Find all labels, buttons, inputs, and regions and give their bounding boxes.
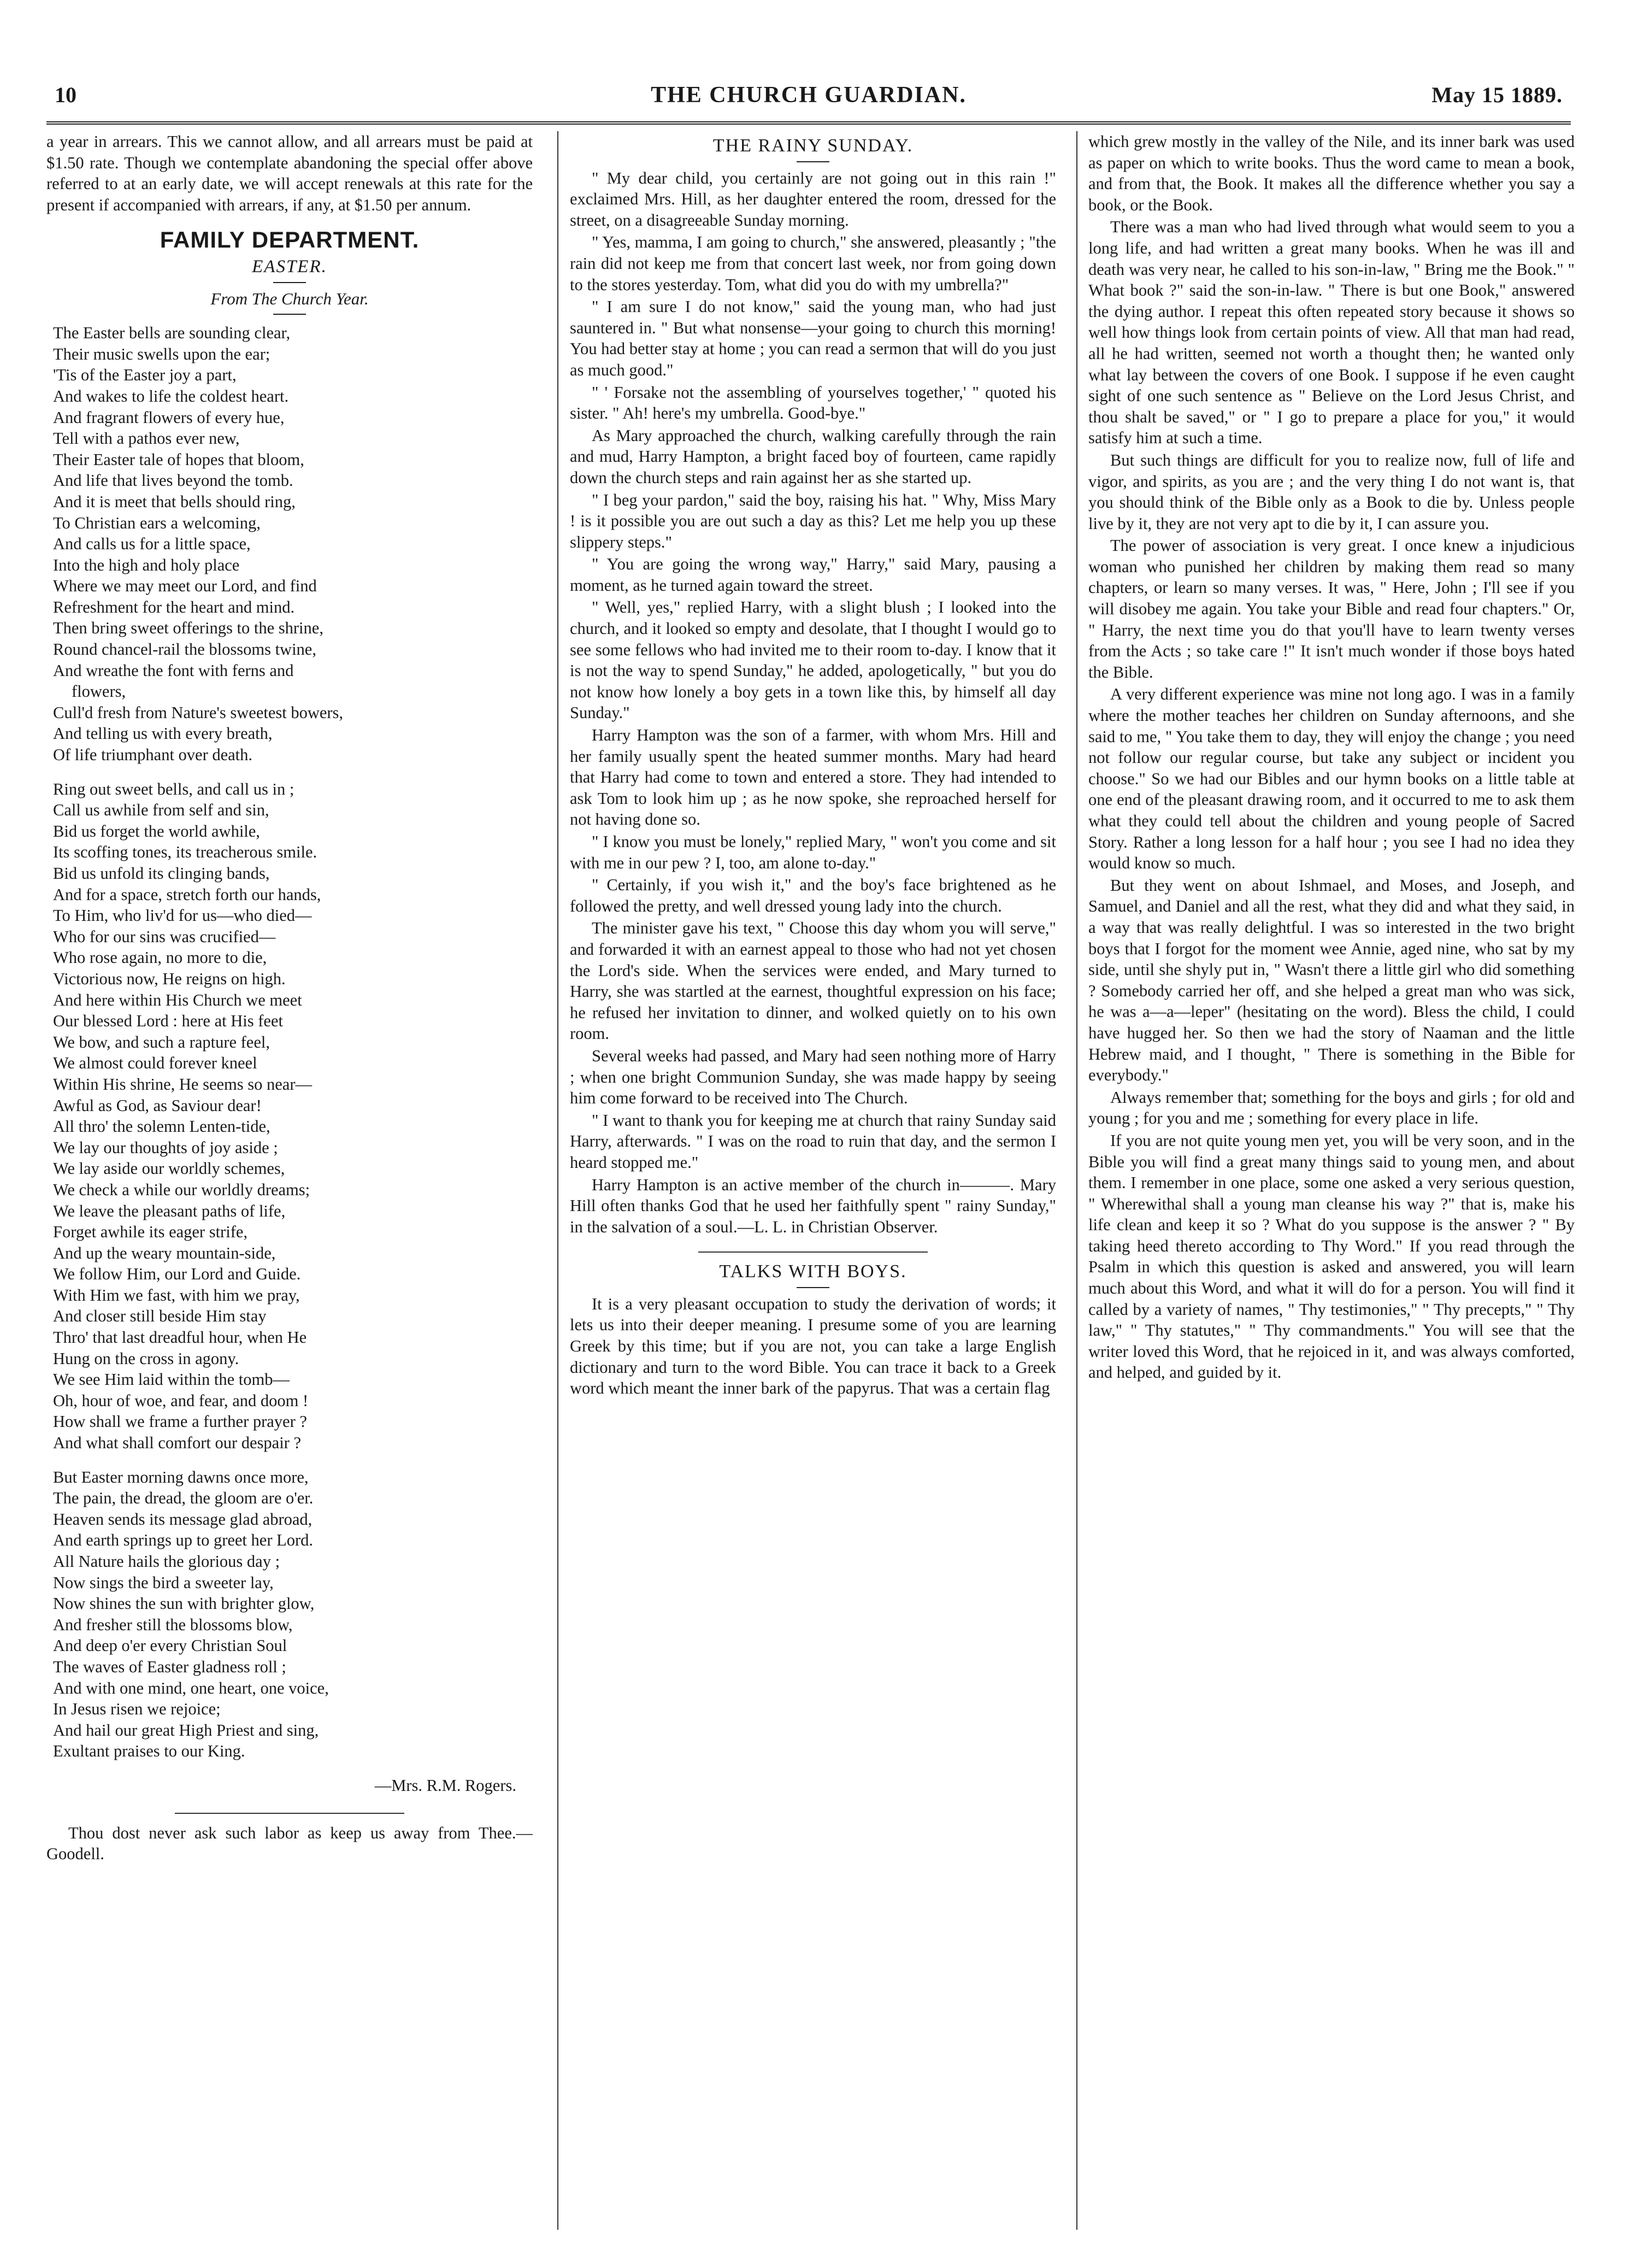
article-title: TALKS WITH BOYS. bbox=[719, 1261, 907, 1282]
poem-line: We leave the pleasant paths of life, bbox=[53, 1201, 286, 1220]
paragraph: which grew mostly in the valley of the Nile, and its inner bark was used as paper on which to write books. Thus the word came to mean a book, and from that, the Book. It makes all the difference whether you say a book, or the Book. bbox=[1088, 132, 1575, 214]
poem-line: With Him we fast, with him we pray, bbox=[53, 1285, 300, 1305]
poem-stanza bbox=[53, 1467, 533, 1762]
poem-line: And fragrant flowers of every hue, bbox=[53, 408, 285, 427]
poem-line: flowers, bbox=[72, 682, 126, 701]
paragraph: " I am sure I do not know," said the young man, who had just sauntered in. " But what nonsense—your going to church this morning! You had better stay at home ; you can read a sermon that will do you just as much good." bbox=[570, 297, 1056, 379]
poem-line: How shall we frame a further prayer ? bbox=[53, 1412, 307, 1431]
poem-line: And life that lives beyond the tomb. bbox=[53, 471, 293, 490]
poem-line: Then bring sweet offerings to the shrine, bbox=[53, 619, 323, 638]
poem-line: The pain, the dread, the gloom are o'er. bbox=[53, 1489, 314, 1508]
closing-quote: Thou dost never ask such labor as keep us away from Thee.—Goodell. bbox=[46, 1823, 533, 1864]
poem-line: And deep o'er every Christian Soul bbox=[53, 1636, 287, 1655]
poem-stanza bbox=[53, 779, 533, 1454]
paragraph: " I know you must be lonely," replied Mary, " won't you come and sit with me in our pew ? I, too, am alone to-day." bbox=[570, 832, 1056, 872]
poem-line: To Christian ears a welcoming, bbox=[53, 513, 261, 532]
poem-stanza bbox=[53, 322, 533, 765]
poem-line: Our blessed Lord : here at His feet bbox=[53, 1012, 283, 1031]
title-rule bbox=[273, 314, 306, 315]
poem-line: Their music swells upon the ear; bbox=[53, 344, 270, 363]
poem-line: We lay aside our worldly schemes, bbox=[53, 1159, 285, 1178]
poem-line: Bid us unfold its clinging bands, bbox=[53, 864, 270, 883]
poem-line: Tell with a pathos ever new, bbox=[53, 429, 240, 448]
issue-date: May 15 1889. bbox=[1431, 83, 1563, 107]
poem-line: Now sings the bird a sweeter lay, bbox=[53, 1573, 274, 1592]
poem-line: And wakes to life the coldest heart. bbox=[53, 386, 289, 406]
poem-line: The waves of Easter gladness roll ; bbox=[53, 1657, 286, 1676]
poem-line: And fresher still the blossoms blow, bbox=[53, 1615, 293, 1634]
poem-line: All thro' the solemn Lenten-tide, bbox=[53, 1117, 270, 1136]
paragraph: " Well, yes," replied Harry, with a slight blush ; I looked into the church, and it looked so empty and desolate, that I thought I would go to see some fellows who had invited me to their room to-day. I know that it is not the way to spend Sunday," he added, apologetically, " but you do not know how lonely a boy gets in a town like this, by himself all day Sunday." bbox=[570, 598, 1056, 722]
paragraph: " You are going the wrong way," Harry," said Mary, pausing a moment, as he turned again toward the street. bbox=[570, 555, 1056, 595]
poem-line: And closer still beside Him stay bbox=[53, 1307, 267, 1326]
poem-line: Thro' that last dreadful hour, when He bbox=[53, 1328, 307, 1347]
separator-rule bbox=[698, 1251, 928, 1253]
separator-rule bbox=[175, 1813, 404, 1814]
poem-line: And here within His Church we meet bbox=[53, 990, 302, 1009]
page-number: 10 bbox=[55, 83, 76, 107]
article-body bbox=[570, 168, 1056, 1238]
poem bbox=[53, 322, 533, 1762]
poem-line: And it is meet that bells should ring, bbox=[53, 492, 296, 511]
poem-line: We see Him laid within the tomb— bbox=[53, 1370, 290, 1389]
poem-line: Who rose again, no more to die, bbox=[53, 948, 267, 967]
article-body bbox=[1088, 131, 1575, 1383]
poem-line: And earth springs up to greet her Lord. bbox=[53, 1531, 314, 1550]
poem-line: We lay our thoughts of joy aside ; bbox=[53, 1138, 278, 1157]
newspaper-title: THE CHURCH GUARDIAN. bbox=[651, 83, 967, 108]
poem-source: From The Church Year. bbox=[210, 289, 369, 308]
paragraph: The power of association is very great. I once knew a injudicious woman who punished her children by making them read so many chapters, or learn so many verses. It was, " Here, John ; I'll see if you will disobey me again. You take your Bible and read four chapters." Or, " Harry, the next time you do that you'll have to learn twenty verses from the Acts ; so take care !" It isn't much wonder if those boys hated the Bible. bbox=[1088, 536, 1575, 681]
poem-line: In Jesus risen we rejoice; bbox=[53, 1700, 221, 1719]
poem-line: Into the high and holy place bbox=[53, 555, 240, 574]
paragraph: But they went on about Ishmael, and Moses, and Joseph, and Samuel, and Daniel and all the rest, what they did and what they said, in a way that was really delightful. I was so interested in the two bright boys that I forgot for the moment wee Annie, aged nine, who sat by my side, until she shyly put in, " Wasn't there a little girl who did something ? Somebody carried her off, and she helped a great man who was sick, he was a—a—leper" (hesitating on the word). Bless the child, I could have hugged her. So then we had the story of Naaman and the little Hebrew maid, and I thought, " There is something in the Bible for everybody." bbox=[1088, 876, 1575, 1085]
poem-line: Round chancel-rail the blossoms twine, bbox=[53, 640, 316, 659]
paragraph: There was a man who had lived through what would seem to you a long life, and had written a great many books. When he was ill and death was very near, he called to his son-in-law, " Bring me the Book." " What book ?" said the son-in-law. " There is but one Book," answered the dying author. I repeat this often repeated story because it shows so well how things look from certain points of view. All that man had read, all he had written, seemed not worth a thought then; he wanted only what lay between the covers of one Book. I suppose if he even caught sight of one such sentence as " Believe on the Lord Jesus Christ, and thou shalt be saved," or " I go to prepare a place for you," it would satisfy him at such a time. bbox=[1088, 218, 1575, 448]
poem-line: Refreshment for the heart and mind. bbox=[53, 597, 295, 616]
paragraph: As Mary approached the church, walking carefully through the rain and mud, Harry Hampton, a bright faced boy of fourteen, came rapidly down the church steps and rain against her as she started up. bbox=[570, 426, 1056, 487]
poem-line: To Him, who liv'd for us—who died— bbox=[53, 906, 312, 925]
paragraph: " My dear child, you certainly are not going out in this rain !" exclaimed Mrs. Hill, as her daughter entered the room, dressed for the street, on a disagreeable Sunday morning. bbox=[570, 168, 1056, 230]
poem-line: Oh, hour of woe, and fear, and doom ! bbox=[53, 1391, 309, 1410]
poem-line: Where we may meet our Lord, and find bbox=[53, 577, 317, 596]
poem-title: EASTER. bbox=[252, 256, 327, 277]
poem-line: But Easter morning dawns once more, bbox=[53, 1467, 309, 1486]
paragraph: Harry Hampton was the son of a farmer, with whom Mrs. Hill and her family usually spent the heated summer months. Mary had heard that Harry had come to town and entered a store. They had intended to ask Tom to look him up ; as he now spoke, she reproached herself for not having done so. bbox=[570, 726, 1056, 829]
column-divider bbox=[1076, 131, 1077, 2230]
title-rule bbox=[797, 1287, 829, 1288]
paragraph: Several weeks had passed, and Mary had seen nothing more of Harry ; when one bright Communion Sunday, she was made happy by seeing him come forward to be received into The Church. bbox=[570, 1046, 1056, 1108]
poem-line: Forget awhile its eager strife, bbox=[53, 1223, 248, 1242]
paragraph: But such things are difficult for you to realize now, full of life and vigor, and spirits, as you are ; and the very thing I do not want is, that you should think of the Bible only as a Book to die by. Unless people live by it, they are not very apt to die by it, I can assure you. bbox=[1088, 450, 1575, 533]
poem-line: Bid us forget the world awhile, bbox=[53, 821, 260, 841]
poem-line: Who for our sins was crucified— bbox=[53, 927, 276, 946]
poem-line: Now shines the sun with brighter glow, bbox=[53, 1594, 315, 1613]
poem-line: And for a space, stretch forth our hands, bbox=[53, 885, 321, 904]
poem-line: And up the weary mountain-side, bbox=[53, 1243, 276, 1262]
poem-line: We check a while our worldly dreams; bbox=[53, 1180, 310, 1199]
poem-line: We follow Him, our Lord and Guide. bbox=[53, 1265, 301, 1284]
poem-line: We bow, and such a rapture feel, bbox=[53, 1032, 270, 1051]
poem-line: 'Tis of the Easter joy a part, bbox=[53, 366, 237, 385]
subscription-notice: a year in arrears. This we cannot allow, and all arrears must be paid at $1.50 rate. Though we contemplate abandoning the special offer above referred to at an early date, we will accept renewals at this rate for the present if accompanied with arrears, if any, at $1.50 per annum. bbox=[46, 132, 533, 214]
column-2 bbox=[570, 131, 1056, 2230]
poem-line: Heaven sends its message glad abroad, bbox=[53, 1509, 313, 1529]
paragraph: " I want to thank you for keeping me at church that rainy Sunday said Harry, afterwards. " I was on the road to ruin that day, and the sermon I heard stopped me." bbox=[570, 1111, 1056, 1172]
poem-line: Of life triumphant over death. bbox=[53, 745, 253, 765]
poem-line: Their Easter tale of hopes that bloom, bbox=[53, 450, 304, 469]
poem-line: Awful as God, as Saviour dear! bbox=[53, 1096, 262, 1115]
column-3 bbox=[1088, 131, 1575, 2230]
title-rule bbox=[273, 282, 306, 283]
paragraph: " I beg your pardon," said the boy, raising his hat. " Why, Miss Mary ! is it possible you are out such a day as this? Let me help you up these slippery steps." bbox=[570, 490, 1056, 551]
paragraph: A very different experience was mine not long ago. I was in a family where the mother teaches her children on Sunday afternoons, and she said to me, " You take them to day, they will enjoy the change ; you need not follow our regular course, but take any subject or incident you choose." So we had our Bibles and our hymn books on a little table at one end of the pleasant drawing room, and it occurred to me to ask them what they could tell about the children and young people of Sacred Story. Rather a long lesson for a half hour ; you see I had no idea they would know so much. bbox=[1088, 685, 1575, 873]
poem-line: Cull'd fresh from Nature's sweetest bowers, bbox=[53, 703, 344, 722]
poem-line: Victorious now, He reigns on high. bbox=[53, 969, 286, 988]
poem-line: And calls us for a little space, bbox=[53, 534, 251, 554]
article-body bbox=[570, 1294, 1056, 1399]
column-1 bbox=[46, 131, 533, 2230]
poem-line: Exultant praises to our King. bbox=[53, 1742, 245, 1761]
paragraph: Always remember that; something for the boys and girls ; for old and young ; for you and me ; something for every place in life. bbox=[1088, 1088, 1575, 1128]
poem-line: And telling us with every breath, bbox=[53, 724, 273, 743]
poem-line: The Easter bells are sounding clear, bbox=[53, 324, 291, 343]
paragraph: Harry Hampton is an active member of the church in———. Mary Hill often thanks God that he used her faithfully spent " rainy Sunday," in the salvation of a soul.—L. L. in Christian Observer. bbox=[570, 1175, 1056, 1236]
poem-signature: —Mrs. R.M. Rogers. bbox=[374, 1776, 516, 1795]
header-rule bbox=[46, 121, 1571, 125]
poem-line: Its scoffing tones, its treacherous smile. bbox=[53, 843, 317, 862]
column-divider bbox=[557, 131, 558, 2230]
paragraph: It is a very pleasant occupation to study the derivation of words; it lets us into their deeper meaning. I presume some of you are learning Greek by this time; but if you are not, you can take a large English dictionary and turn to the word Bible. You can trace it back to a Greek word which meant the inner bark of the papyrus. That was a certain flag bbox=[570, 1294, 1056, 1398]
poem-line: And wreathe the font with ferns and bbox=[53, 661, 294, 680]
page-header bbox=[55, 82, 1563, 120]
poem-line: Hung on the cross in agony. bbox=[53, 1349, 239, 1368]
poem-line: We almost could forever kneel bbox=[53, 1054, 257, 1073]
paragraph: " ' Forsake not the assembling of yourselves together,' " quoted his sister. " Ah! here's my umbrella. Good-bye." bbox=[570, 383, 1056, 423]
paragraph: The minister gave his text, " Choose this day whom you will serve," and forwarded it with an earnest appeal to those who had not yet chosen the Lord's side. When the services were ended, and Mary turned to Harry, she was startled at the earnest, thoughtful expression on his face; he refused her invitation to dinner, and wolked quietly on to his own room. bbox=[570, 919, 1056, 1043]
poem-line: All Nature hails the glorious day ; bbox=[53, 1552, 280, 1571]
poem-line: Within His shrine, He seems so near— bbox=[53, 1074, 312, 1094]
poem-line: Ring out sweet bells, and call us in ; bbox=[53, 779, 294, 798]
article-title: THE RAINY SUNDAY. bbox=[712, 136, 914, 156]
paragraph: If you are not quite young men yet, you will be very soon, and in the Bible you will find a great many things said to young men, and about them. I remember in one place, some one asked a very serious question, " Wherewithal shall a young man cleanse his way ?" that is, make his life clean and keep it so ? What do you suppose is the answer ? " By taking heed thereto according to Thy Word." If you read through the Psalm in which this question is asked and answered, you will learn much about this Word, and what it will do for a person. You will find it called by a variety of names, " Thy testimonies," " Thy precepts," " Thy law," " Thy statutes," " Thy commandments." You will see that the writer loved this Word, that he rejoiced in it, and was always comforted, and helped, and guided by it. bbox=[1088, 1131, 1575, 1382]
section-heading: FAMILY DEPARTMENT. bbox=[160, 227, 420, 253]
paragraph: " Certainly, if you wish it," and the boy's face brightened as he followed the pretty, and well dressed young lady into the church. bbox=[570, 876, 1056, 915]
poem-line: And hail our great High Priest and sing, bbox=[53, 1720, 319, 1740]
poem-line: And with one mind, one heart, one voice, bbox=[53, 1678, 329, 1697]
poem-line: And what shall comfort our despair ? bbox=[53, 1433, 301, 1453]
paragraph: " Yes, mamma, I am going to church," she answered, pleasantly ; "the rain did not keep me from that concert last week, nor from going down to the stores yesterday. Tom, what did you do with my umbrella?" bbox=[570, 233, 1056, 294]
title-rule bbox=[797, 161, 829, 162]
poem-line: Call us awhile from self and sin, bbox=[53, 801, 269, 820]
